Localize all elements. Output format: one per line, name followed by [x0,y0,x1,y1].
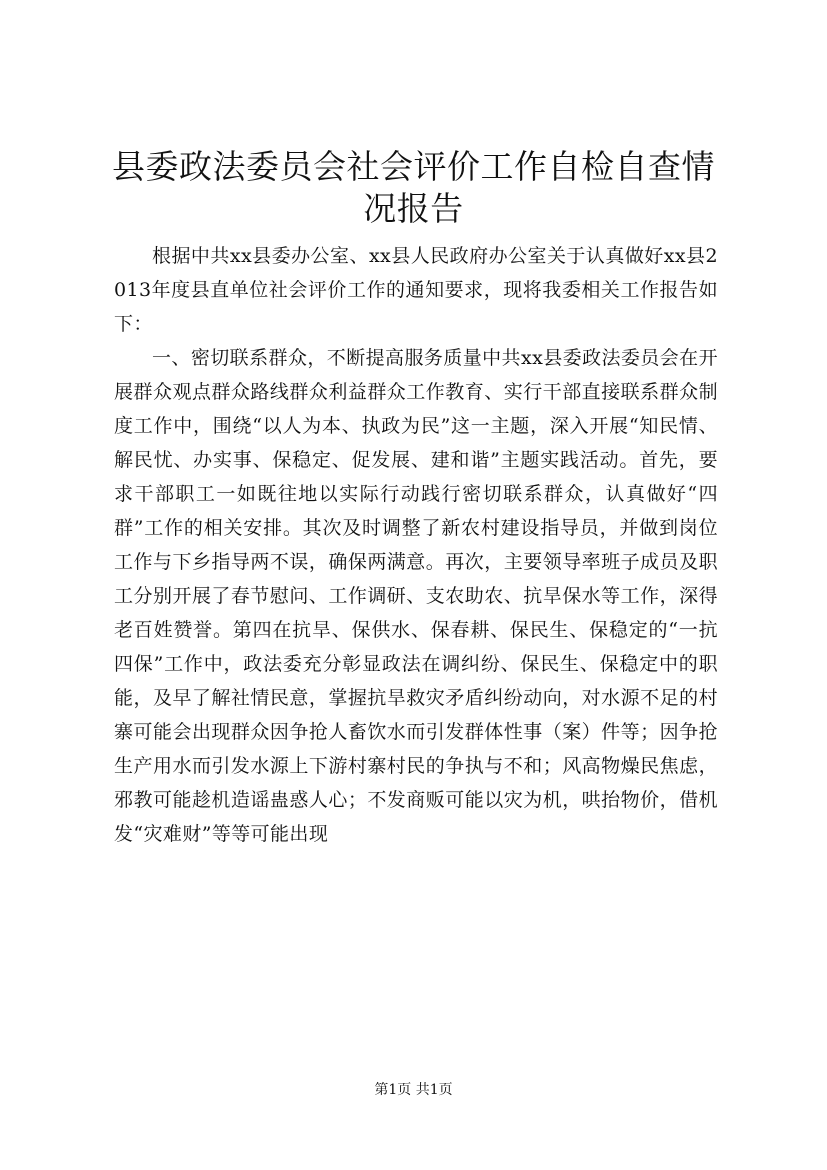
document-body [114,239,718,851]
paragraph-intro: 根据中共xx县委办公室、xx县人民政府办公室关于认真做好xx县2013年度县直单位社会评价工作的通知要求，现将我委相关工作报告如下： [114,245,718,335]
paragraph-section-one: 一、密切联系群众，不断提高服务质量中共xx县委政法委员会在开展群众观点群众路线群众利益群众工作教育、实行干部直接联系群众制度工作中，围绕“以人为本、执政为民”这一主题，深入开展“知民情、解民忧、办实事、保稳定、促发展、建和谐”主题实践活动。首先，要求干部职工一如既往地以实际行动践行密切联系群众，认真做好“四群”工作的相关安排。其次及时调整了新农村建设指导员，并做到岗位工作与下乡指导两不误，确保两满意。再次，主要领导率班子成员及职工分别开展了春节慰问、工作调研、支农助农、抗旱保水等工作，深得老百姓赞誉。第四在抗旱、保供水、保春耕、保民生、保稳定的“一抗四保”工作中，政法委充分彰显政法在调纠纷、保民生、保稳定中的职能，及早了解社情民意，掌握抗旱救灾矛盾纠纷动向，对水源不足的村寨可能会出现群众因争抢人畜饮水而引发群体性事（案）件等；因争抢生产用水而引发水源上下游村寨村民的争执与不和；风高物燥民焦虑，邪教可能趁机造谣蛊惑人心；不发商贩可能以灾为机，哄抬物价，借机发“灾难财”等等可能出现 [114,347,718,845]
page-footer: 第1页 共1页 [374,1082,453,1098]
document-title: 县委政法委员会社会评价工作自检自查情况报告 [112,147,715,228]
